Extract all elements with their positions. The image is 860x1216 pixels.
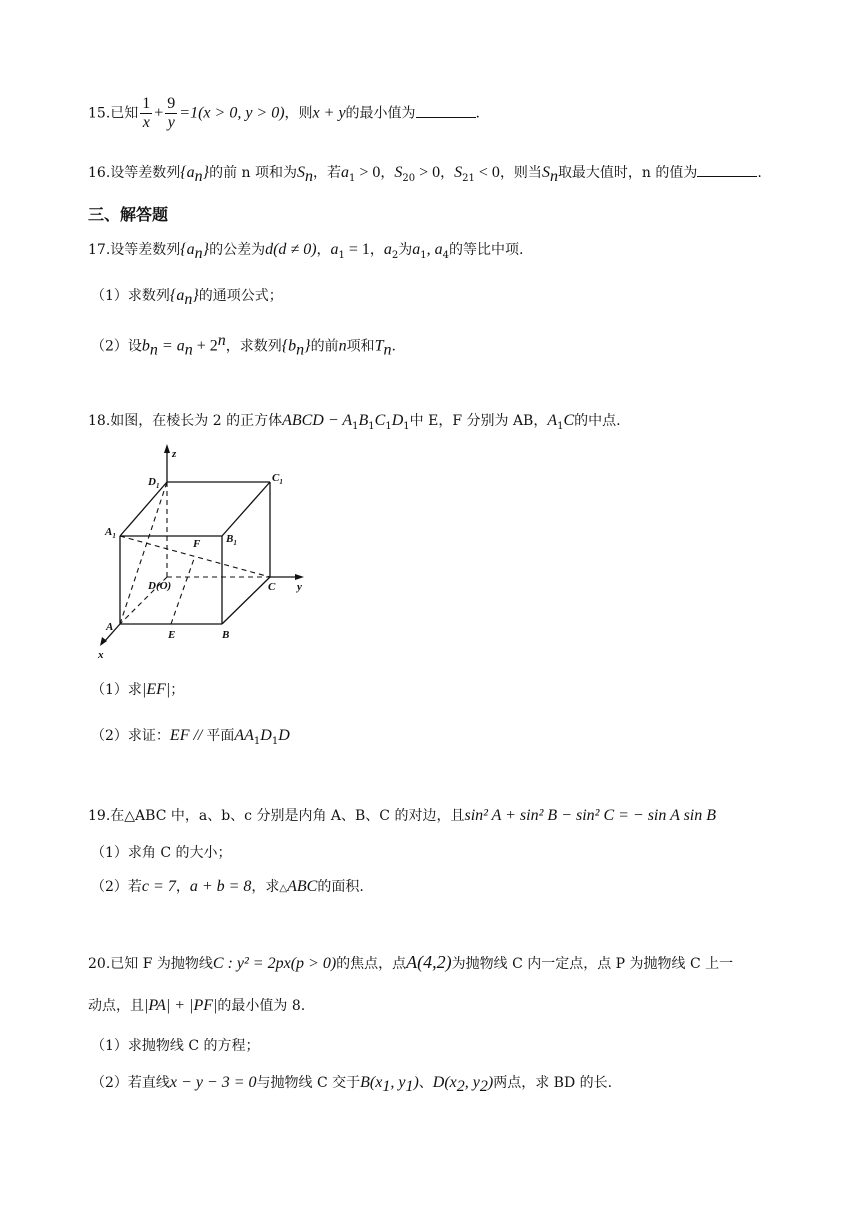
question-number: 15. — [88, 105, 111, 122]
fraction-9-over-y: $\frac{9}{y}$ — [167, 95, 176, 131]
question-20-part-1: （1）求抛物线 C 的方程； — [91, 1038, 260, 1054]
question-19-part-1: （1）求角 C 的大小； — [91, 845, 232, 861]
question-17: 17.设等差数列$\{a_n\}$的公差为d(d ≠ 0)，$a_1 = 1$，$a_2$为$a_1$, $a_4$的等比中项. — [88, 241, 524, 262]
label-B: B — [222, 629, 230, 641]
label-C: C — [268, 581, 276, 593]
question-18: 18.如图，在棱长为 2 的正方体ABCD − $A_1B_1C_1D_1$中 E，F 分别为 AB，$A_1C$的中点. — [88, 412, 621, 432]
label-A1: $A_1$ — [105, 526, 116, 540]
question-20-part-2: （2）若直线x − y − 3 = 0与抛物线 C 交于$B(x_1$, $y_1$)、$D(x_2$, $y_2$)两点，求 BD 的长. — [91, 1074, 613, 1095]
edge-B1C1 — [222, 482, 270, 536]
label-D1: $D_1$ — [148, 476, 160, 490]
question-19-part-2: （2）若c = 7，a + b = 8，求△ABC的面积. — [91, 878, 364, 895]
diagonal-AD1-dashed — [120, 482, 167, 624]
fraction-1-over-x: $\frac{1}{x}$ — [142, 95, 151, 131]
question-17-part-2: （2）设$b_n = a_n + 2^n$，求数列$\{b_n\}$的前n项和$T_n$. — [91, 332, 396, 359]
label-z: z — [172, 448, 177, 460]
label-F: F — [193, 538, 201, 550]
y-arrow-icon — [295, 574, 304, 580]
edge-BC — [222, 577, 270, 624]
question-16: 16.设等差数列$\{a_n\}$的前 n 项和为$S_n$，若$a_1 > 0$，$S_{20} > 0$，$S_{21} < 0$，则当$S_n$取最大值时，n 的值为 . — [88, 164, 762, 185]
x-arrow-icon — [100, 637, 107, 646]
label-B1: $B_1$ — [226, 533, 237, 547]
label-E: E — [168, 629, 176, 641]
label-x: x — [98, 649, 104, 661]
question-20: 20.已知 F 为抛物线C : y² = 2px(p > 0)的焦点，点A(4,2)为抛物线 C 内一定点，点 P 为抛物线 C 上一 — [88, 952, 734, 972]
label-A: A — [106, 621, 114, 633]
question-17-part-1: （1）求数列$\{a_n\}$的通项公式； — [91, 287, 283, 308]
segment-EF-dashed — [171, 556, 195, 624]
z-arrow-icon — [164, 444, 170, 453]
label-C1: $C_1$ — [272, 472, 283, 486]
question-15: 15.已知 $\frac{1}{x}$ + $\frac{9}{y}$ =1(x > 0, y > 0)，则x + y的最小值为 . — [88, 95, 480, 131]
question-20-line-2: 动点，且|PA| + |PF|的最小值为 8. — [88, 997, 306, 1014]
question-number: 17. — [88, 242, 111, 258]
question-number: 16. — [88, 165, 111, 181]
answer-blank[interactable] — [416, 103, 476, 118]
question-18-part-2: （2）求证：EF // 平面$AA_1D_1D$ — [91, 727, 290, 747]
question-19: 19.在△ABC 中，a、b、c 分别是内角 A、B、C 的对边，且sin² A + sin² B − sin² C = − sin A sin B — [88, 807, 717, 824]
edge-A1D1 — [120, 482, 167, 536]
answer-blank[interactable] — [697, 162, 757, 177]
label-D-origin: D(O) — [148, 580, 172, 592]
question-number: 19. — [88, 808, 111, 824]
cube-figure — [92, 440, 322, 665]
question-number: 18. — [88, 413, 111, 429]
label-y: y — [297, 581, 302, 593]
question-18-part-1: （1）求|EF|； — [91, 681, 185, 698]
question-number: 20. — [88, 956, 111, 972]
section-title: 三、解答题 — [88, 205, 169, 224]
